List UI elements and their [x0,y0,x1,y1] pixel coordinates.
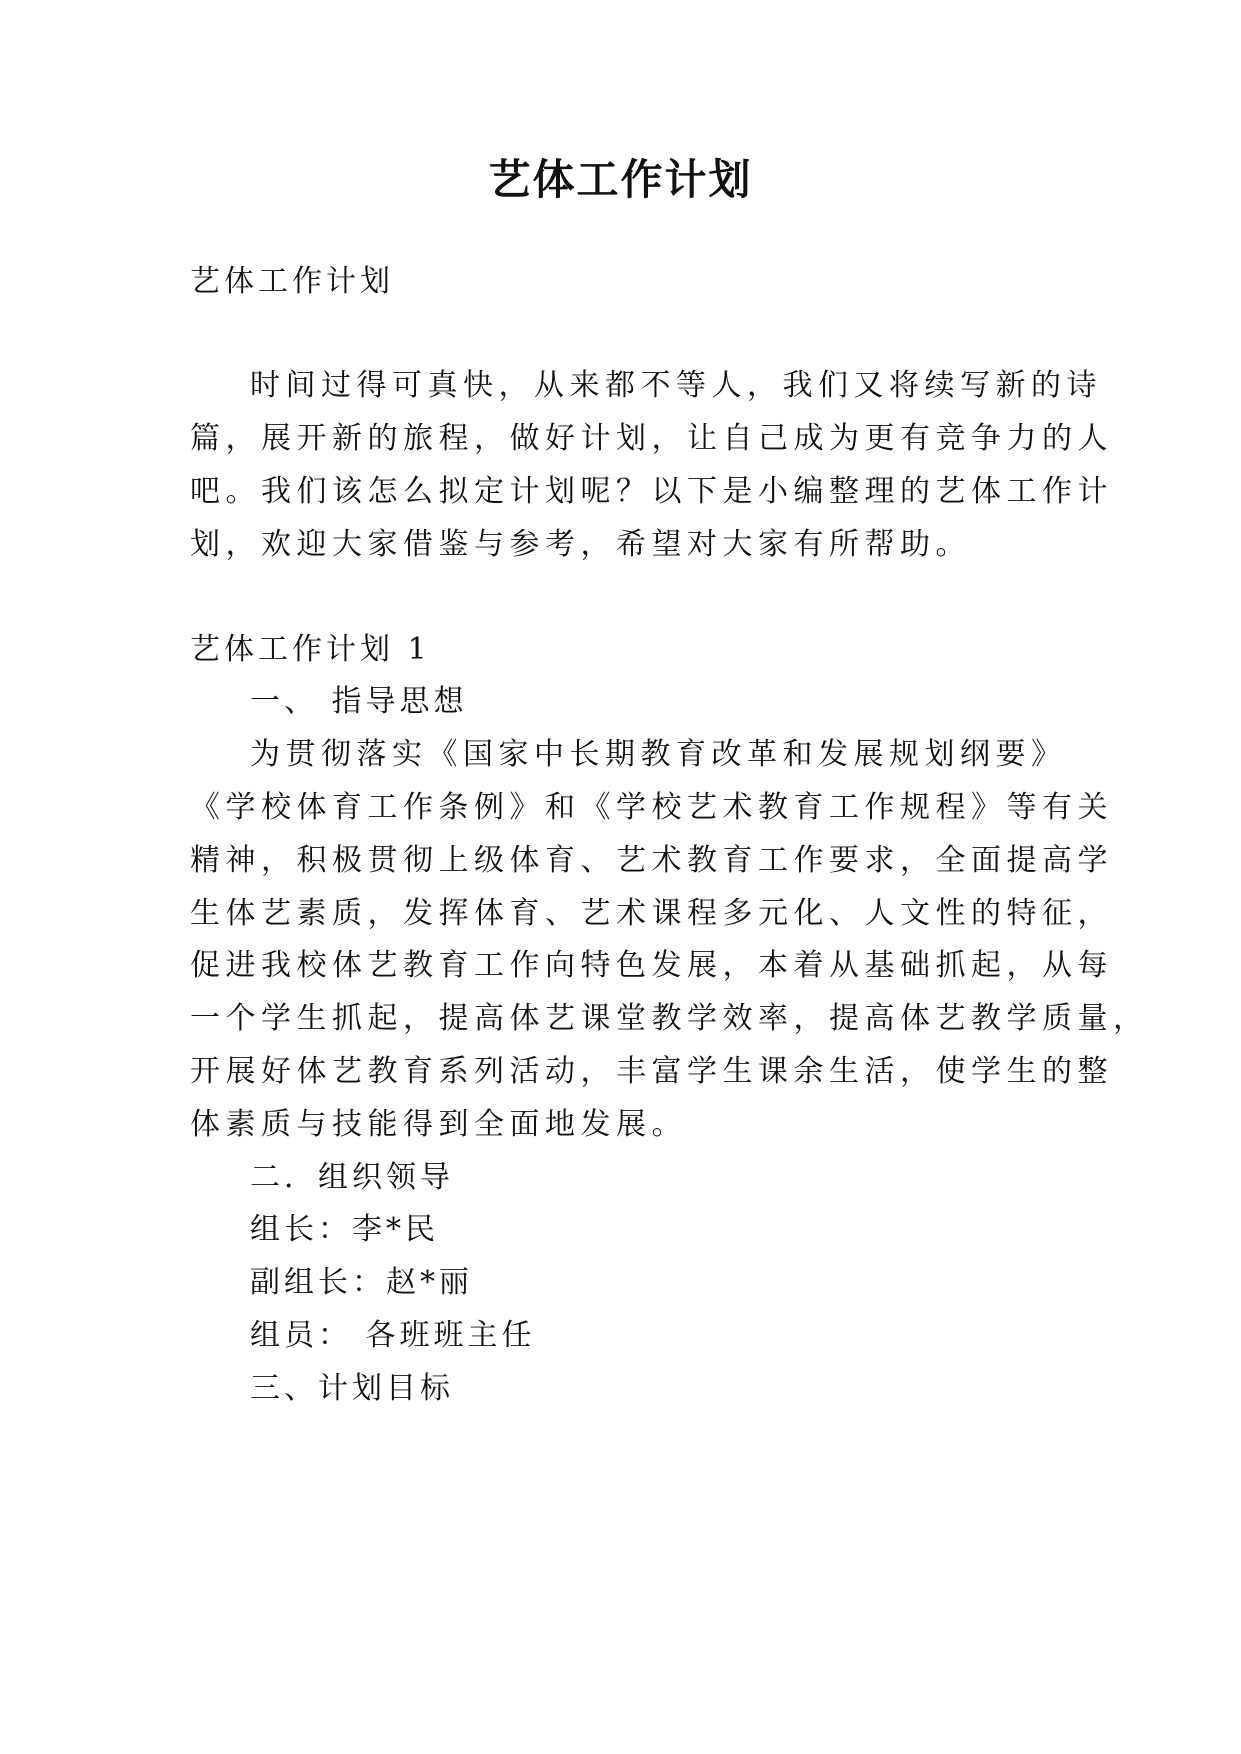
vice-leader-line: 副组长：赵*丽 [250,1265,473,1300]
body-line: 为贯彻落实《国家中长期教育改革和发展规划纲要》 [250,737,1067,772]
heading-organization: 二．组织领导 [250,1160,454,1195]
heading-plan-goals: 三、计划目标 [250,1371,454,1406]
body-line: 一个学生抓起，提高体艺课堂教学效率，提高体艺教学质量， [190,1001,1149,1036]
section-title: 艺体工作计划 1 [190,632,431,667]
body-line: 开展好体艺教育系列活动，丰富学生课余生活，使学生的整 [190,1054,1113,1089]
document-title: 艺体工作计划 [488,155,753,204]
intro-line: 吧。我们该怎么拟定计划呢？以下是小编整理的艺体工作计 [190,474,1113,509]
body-line: 生体艺素质，发挥体育、艺术课程多元化、人文性的特征， [190,896,1113,931]
body-line: 体素质与技能得到全面地发展。 [190,1107,687,1142]
heading-guiding-ideology: 一、 指导思想 [250,684,468,719]
document-subtitle: 艺体工作计划 [190,264,394,299]
body-line: 精神，积极贯彻上级体育、艺术教育工作要求，全面提高学 [190,843,1113,878]
body-line: 促进我校体艺教育工作向特色发展，本着从基础抓起，从每 [190,948,1113,983]
members-line: 组员： 各班班主任 [250,1318,536,1353]
leader-line: 组长：李*民 [250,1212,439,1247]
body-line: 《学校体育工作条例》和《学校艺术教育工作规程》等有关 [190,790,1113,825]
intro-line: 时间过得可真快，从来都不等人，我们又将续写新的诗 [250,368,1102,403]
intro-line: 划，欢迎大家借鉴与参考，希望对大家有所帮助。 [190,527,971,562]
intro-line: 篇，展开新的旅程，做好计划，让自己成为更有竞争力的人 [190,421,1113,456]
